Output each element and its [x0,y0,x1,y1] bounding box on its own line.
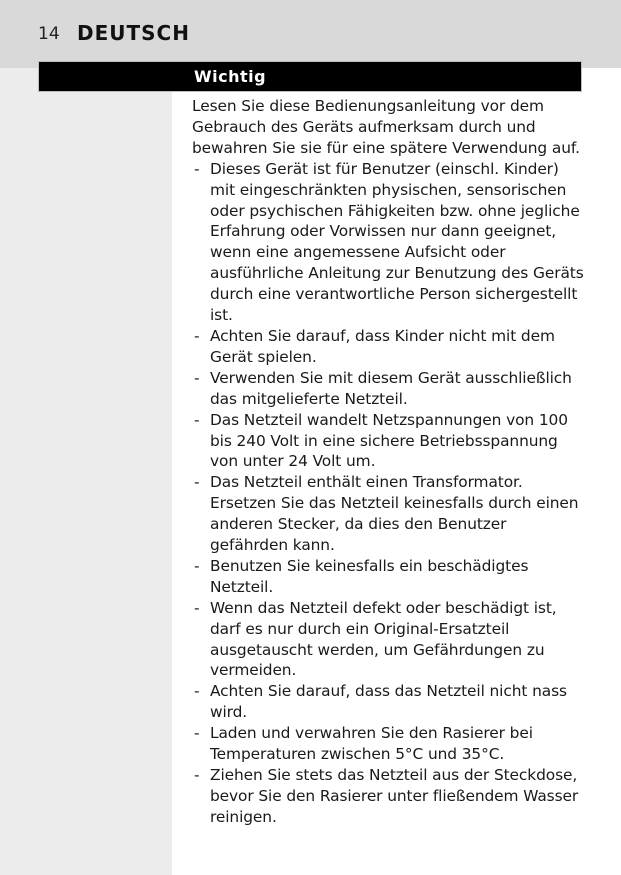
list-item-text: Ziehen Sie stets das Netzteil aus der Steckdose, bevor Sie den Rasierer unter fließendem Wasser reinigen. [210,766,579,826]
list-item [192,765,584,828]
body-text [192,96,584,828]
left-margin-column [0,68,172,875]
bullet-dash: - [194,159,200,178]
list-item-text: Laden und verwahren Sie den Rasierer bei Temperaturen zwischen 5°C und 35°C. [210,724,533,764]
list-item-text: Achten Sie darauf, dass das Netzteil nicht nass wird. [210,682,567,722]
list-item [192,681,584,723]
bullet-dash: - [194,556,200,575]
list-item [192,410,584,473]
list-item-text: Das Netzteil enthält einen Transformator. Ersetzen Sie das Netzteil keinesfalls durch einen anderen Stecker, da dies den Benutzer gefährden kann. [210,473,579,555]
list-item [192,368,584,410]
list-item-text: Das Netzteil wandelt Netzspannungen von 100 bis 240 Volt in eine sichere Betriebsspannung von unter 24 Volt um. [210,410,568,471]
list-item [192,159,584,326]
list-item [192,472,584,556]
bullet-dash: - [194,326,200,345]
bullet-dash: - [194,682,200,701]
safety-list [192,159,584,828]
list-item [192,556,584,598]
list-item-text: Wenn das Netzteil defekt oder beschädigt ist, darf es nur durch ein Original-Ersatzteil ausgetauscht werden, um Gefährdungen zu vermeiden. [210,598,557,680]
page-number: 14 [38,24,60,44]
bullet-dash: - [194,766,200,784]
list-item-text: Verwenden Sie mit diesem Gerät ausschließlich das mitgelieferte Netzteil. [210,368,572,408]
page-header [0,0,621,68]
list-item-text: Achten Sie darauf, dass Kinder nicht mit dem Gerät spielen. [210,326,555,366]
list-item-text: Benutzen Sie keinesfalls ein beschädigtes Netzteil. [210,556,529,596]
bullet-dash: - [194,473,200,492]
section-title: Wichtig [194,67,267,86]
list-item [192,723,584,765]
bullet-dash: - [194,410,200,429]
bullet-dash: - [194,598,200,617]
intro-paragraph: Lesen Sie diese Bedienungsanleitung vor dem Gebrauch des Geräts aufmerksam durch und bewahren Sie sie für eine spätere Verwendung auf. [192,97,580,157]
bullet-dash: - [194,368,200,387]
chapter-title: DEUTSCH [77,21,190,45]
section-heading-bar [39,62,581,91]
list-item [192,598,584,682]
list-item [192,326,584,368]
list-item-text: Dieses Gerät ist für Benutzer (einschl. Kinder) mit eingeschränkten physischen, sensorischen oder psychischen Fähigkeiten bzw. ohne jegliche Erfahrung oder Vorwissen nur dann geeignet, wenn eine angemessene Aufsicht oder ausführliche Anleitung zur Benutzung des Geräts durch eine verantwortliche Person sichergestellt ist. [210,159,584,325]
bullet-dash: - [194,724,200,743]
